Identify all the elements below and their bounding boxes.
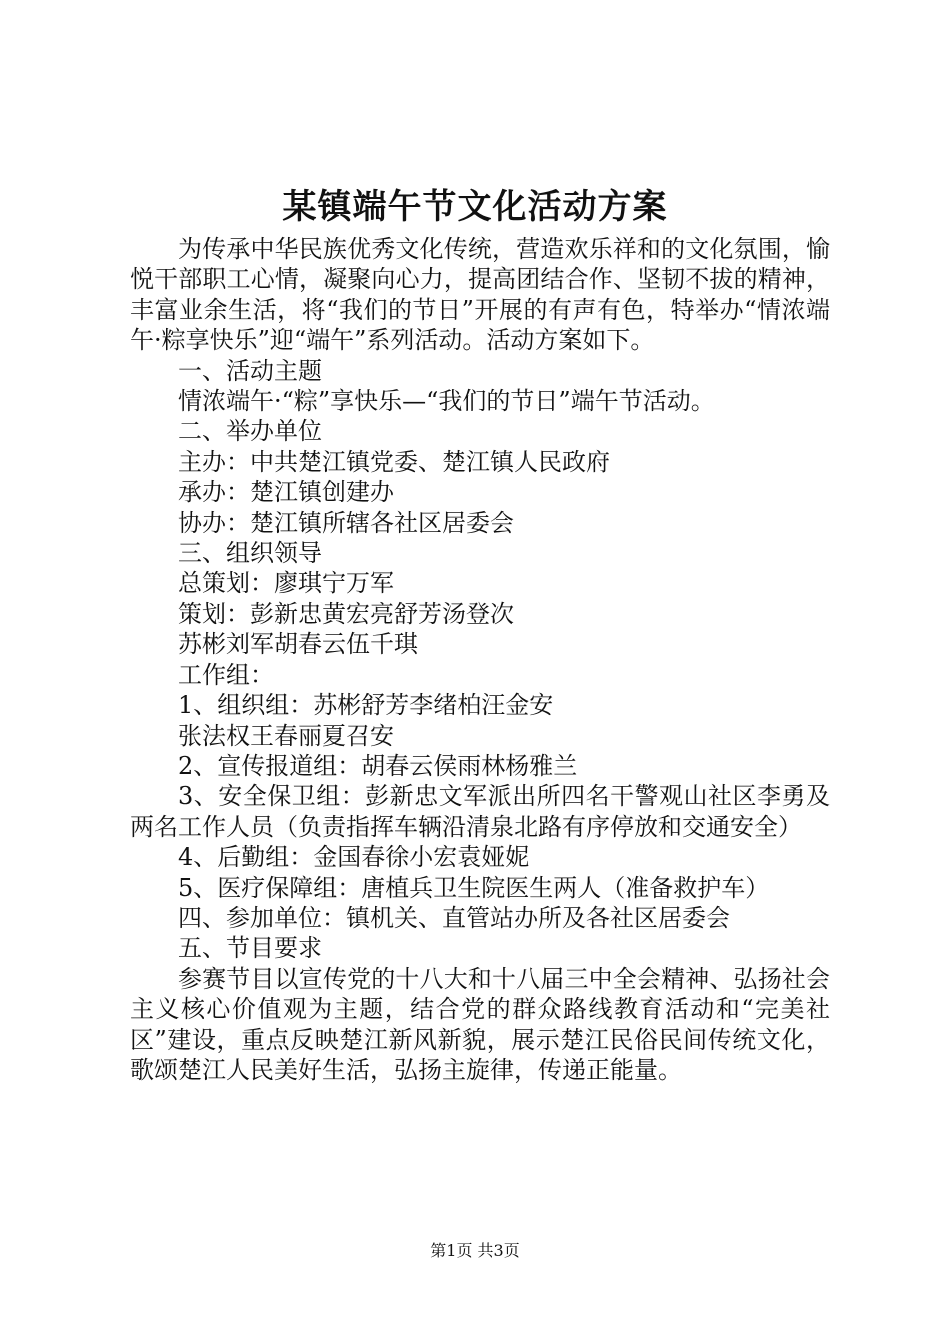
section-heading-program: 五、节目要求	[178, 934, 322, 963]
organization-group-line: 1、组织组：苏彬舒芳李绪柏汪金安	[178, 691, 554, 720]
document-title: 某镇端午节文化活动方案	[282, 187, 668, 227]
intro-paragraph: 为传承中华民族优秀文化传统，营造欢乐祥和的文化氛围，愉悦干部职工心情，凝聚向心力，提高团结合作、坚韧不拔的精神，丰富业余生活，将“我们的节日”开展的有声有色，特举办“情浓端午·粽享快乐”迎“端午”系列活动。活动方案如下。	[130, 235, 830, 355]
planner-line: 策划：彭新忠黄宏亮舒芳汤登次	[178, 599, 514, 628]
medical-group-line: 5、医疗保障组：唐植兵卫生院医生两人（准备救护车）	[178, 873, 770, 902]
work-group-label: 工作组：	[178, 660, 274, 689]
organizer-line: 承办：楚江镇创建办	[178, 478, 394, 507]
publicity-group-line: 2、宣传报道组：胡春云侯雨林杨雅兰	[178, 751, 578, 780]
section-heading-hosts: 二、举办单位	[178, 417, 322, 446]
section-heading-theme: 一、活动主题	[178, 356, 322, 385]
host-line: 主办：中共楚江镇党委、楚江镇人民政府	[178, 447, 610, 476]
activity-theme: 情浓端午·“粽”享快乐—“我们的节日”端午节活动。	[178, 387, 715, 416]
organization-group-continuation: 张法权王春丽夏召安	[178, 721, 394, 750]
section-heading-leadership: 三、组织领导	[178, 539, 322, 568]
page-indicator: 第1页 共3页	[430, 1241, 520, 1260]
logistics-group-line: 4、后勤组：金国春徐小宏袁娅妮	[178, 843, 530, 872]
planner-continuation: 苏彬刘军胡春云伍千琪	[178, 630, 418, 659]
document-body	[130, 234, 830, 1085]
section-heading-participants: 四、参加单位：镇机关、直管站办所及各社区居委会	[178, 903, 730, 932]
co-organizer-line: 协办：楚江镇所辖各社区居委会	[178, 508, 514, 537]
program-requirements-paragraph: 参赛节目以宣传党的十八大和十八届三中全会精神、弘扬社会主义核心价值观为主题，结合党的群众路线教育活动和“完美社区”建设，重点反映楚江新风新貌，展示楚江民俗民间传统文化，歌颂楚江人民美好生活，弘扬主旋律，传递正能量。	[130, 964, 830, 1084]
security-group-paragraph: 3、安全保卫组：彭新忠文军派出所四名干警观山社区李勇及两名工作人员（负责指挥车辆沿清泉北路有序停放和交通安全）	[130, 782, 830, 841]
chief-planner-line: 总策划：廖琪宁万军	[178, 569, 394, 598]
